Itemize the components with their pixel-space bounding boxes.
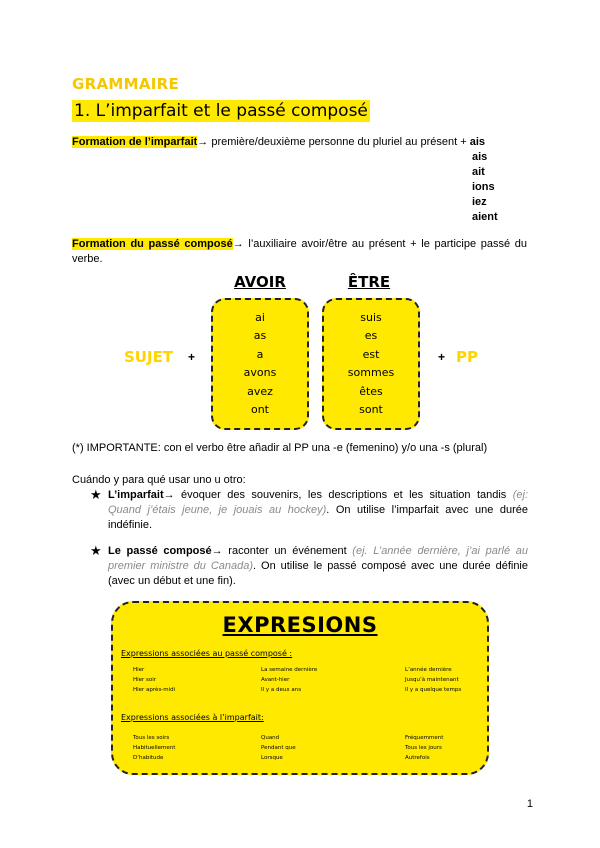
plus-sign-right: +	[438, 350, 446, 364]
expression-item: Hier après-midi	[133, 687, 176, 693]
pc-expressions-col2	[261, 665, 317, 695]
ending-item: ions	[472, 181, 495, 193]
expressions-title: EXPRESIONS	[222, 613, 378, 637]
imparfait-endings-list	[472, 150, 498, 225]
expression-item: La semaine dernière	[261, 667, 318, 673]
avoir-form: ai	[255, 310, 265, 324]
imp-expressions-col3	[405, 733, 443, 763]
avoir-form: as	[253, 329, 267, 342]
pc-usage	[108, 544, 528, 589]
expression-item: Hier	[133, 667, 145, 673]
expression-item: D’habitude	[133, 755, 164, 761]
expression-item: Tous les jours	[405, 745, 442, 751]
avoir-conjugation-box	[211, 298, 309, 430]
etre-form: êtes	[359, 384, 383, 398]
avoir-form: avons	[243, 366, 277, 379]
avoir-form: avez	[247, 384, 273, 398]
ending-item: ais	[472, 151, 488, 163]
star-bullet-icon: ★	[90, 487, 102, 502]
pc-usage-label: Le passé composé	[108, 545, 212, 557]
pc-example: (ej. L’année dernière, j’ai parlé au premier ministre du Canada)	[108, 545, 528, 572]
expression-item: Quand	[261, 735, 280, 741]
plus-sign-left: +	[188, 350, 196, 364]
etre-form: es	[364, 329, 378, 342]
ending-item: aient	[472, 211, 498, 223]
sujet-label: SUJET	[124, 348, 174, 366]
expression-item: Avant-hier	[261, 677, 290, 683]
imparfait-example: (ej: Quand j’étais jeune, je jouais au hockey)	[108, 489, 528, 516]
imparfait-formation-label: Formation de l’imparfait	[72, 136, 198, 148]
expression-item: Fréquemment	[405, 735, 444, 741]
imparfait-usage-text: → évoquer des souvenirs, les descriptions et les situation tandis	[163, 489, 513, 501]
expression-item: Pendant que	[261, 745, 296, 751]
star-bullet-icon: ★	[90, 543, 102, 558]
pc-formation-text: → l’auxiliaire avoir/être au présent + le participe passé du verbe.	[72, 238, 527, 265]
expression-item: Autrefois	[405, 755, 430, 761]
pc-formation-label: Formation du passé composé	[72, 238, 233, 250]
imp-expressions-col2	[261, 733, 296, 763]
imparfait-first-ending: ais	[469, 136, 485, 148]
expressions-box	[111, 601, 489, 775]
ending-item: iez	[472, 196, 487, 208]
imparfait-usage	[108, 488, 528, 533]
expression-item: Habituellement	[133, 745, 176, 751]
imparfait-formation	[72, 135, 532, 150]
pp-label: PP	[456, 348, 478, 366]
ending-item: ait	[472, 166, 485, 178]
expression-item: Hier soir	[133, 677, 157, 683]
expression-item: Tous les soirs	[133, 735, 170, 741]
pc-expressions-col3	[405, 665, 461, 695]
page-title: 1. L’imparfait et le passé composé	[74, 101, 368, 121]
pc-formation	[72, 237, 527, 267]
etre-form: suis	[360, 310, 382, 324]
etre-form: est	[362, 347, 380, 361]
expression-item: Il y a quelque temps	[405, 687, 462, 693]
imparfait-expressions-heading: Expressions associées à l’imparfait:	[121, 713, 264, 722]
expression-item: Lorsque	[261, 755, 283, 761]
etre-heading: ÊTRE	[347, 273, 391, 291]
pc-expressions-col1	[133, 665, 175, 695]
etre-conjugation-box	[322, 298, 420, 430]
imparfait-usage-label: L’imparfait	[108, 489, 164, 501]
pc-usage-after: . On utilise le passé composé avec une durée définie (avec un début et une fin).	[108, 560, 528, 587]
etre-form: sommes	[347, 366, 395, 379]
usage-question: Cuándo y para qué usar uno u otro:	[72, 474, 246, 486]
expression-item: L’année dernière	[405, 667, 452, 673]
pc-usage-text: → raconter un événement	[211, 545, 353, 557]
avoir-heading: AVOIR	[234, 273, 286, 291]
imparfait-usage-after: . On utilise l’imparfait avec une durée indéfinie.	[108, 504, 528, 531]
expression-item: Jusqu’à maintenant	[405, 677, 459, 683]
avoir-form: ont	[250, 403, 269, 416]
avoir-form: a	[256, 347, 264, 361]
etre-agreement-note: (*) IMPORTANTE: con el verbo être añadir al PP una -e (femenino) y/o una -s (plural)	[72, 442, 488, 454]
page-number: 1	[526, 798, 533, 810]
imp-expressions-col1	[133, 733, 175, 763]
pc-expressions-heading: Expressions associées au passé composé :	[121, 649, 293, 658]
section-heading: GRAMMAIRE	[72, 75, 180, 93]
imparfait-formation-text: → première/deuxième personne du pluriel au présent +	[197, 136, 470, 148]
etre-form: sont	[359, 403, 383, 416]
expression-item: Il y a deux ans	[261, 687, 302, 693]
